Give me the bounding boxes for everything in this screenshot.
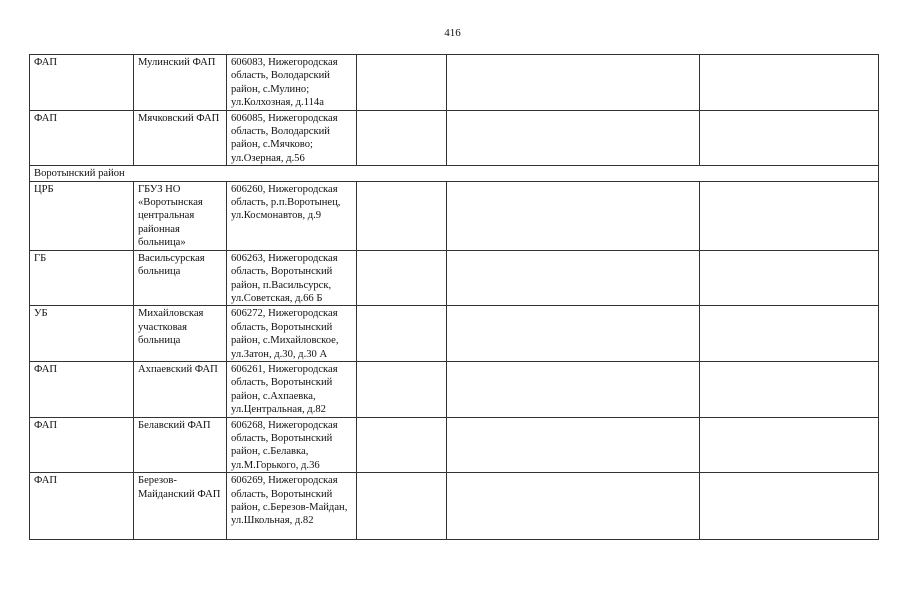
table-row xyxy=(30,473,879,540)
empty-cell xyxy=(357,55,447,111)
facility-name-cell: ГБУЗ НО «Воротынская центральная районная больница» xyxy=(134,181,227,250)
table-row xyxy=(30,110,879,166)
page-number: 416 xyxy=(444,27,461,39)
table-row xyxy=(30,55,879,111)
empty-cell xyxy=(700,55,879,111)
facility-address-cell: 606261, Нижегородская область, Воротынский район, с.Ахпаевка, ул.Центральная, д.82 xyxy=(227,361,357,417)
empty-cell xyxy=(447,306,700,362)
facility-name-cell: Васильсурская больница xyxy=(134,250,227,306)
empty-cell xyxy=(357,361,447,417)
facility-table xyxy=(29,54,879,540)
empty-cell xyxy=(700,473,879,540)
empty-cell xyxy=(357,473,447,540)
empty-cell xyxy=(447,361,700,417)
facility-address-cell: 606083, Нижегородская область, Володарский район, с.Мулино; ул.Колхозная, д.114а xyxy=(227,55,357,111)
district-heading: Воротынский район xyxy=(30,166,879,181)
empty-cell xyxy=(700,306,879,362)
empty-cell xyxy=(700,250,879,306)
empty-cell xyxy=(447,417,700,473)
facility-name-cell: Мячковский ФАП xyxy=(134,110,227,166)
empty-cell xyxy=(357,250,447,306)
table-row xyxy=(30,306,879,362)
facility-type-cell: ФАП xyxy=(30,361,134,417)
facility-name-cell: Михайловская участковая больница xyxy=(134,306,227,362)
facility-type-cell: ФАП xyxy=(30,55,134,111)
empty-cell xyxy=(357,417,447,473)
facility-type-cell: УБ xyxy=(30,306,134,362)
table-row xyxy=(30,250,879,306)
facility-name-cell: Березов-Майданский ФАП xyxy=(134,473,227,540)
table-row xyxy=(30,417,879,473)
facility-type-cell: ГБ xyxy=(30,250,134,306)
table-row xyxy=(30,361,879,417)
facility-address-cell: 606263, Нижегородская область, Воротынский район, п.Васильсурск, ул.Советская, д.66 Б xyxy=(227,250,357,306)
facility-address-cell: 606268, Нижегородская область, Воротынский район, с.Белавка, ул.М.Горького, д.36 xyxy=(227,417,357,473)
empty-cell xyxy=(700,110,879,166)
empty-cell xyxy=(447,110,700,166)
table-row xyxy=(30,181,879,250)
empty-cell xyxy=(357,110,447,166)
district-row xyxy=(30,166,879,181)
empty-cell xyxy=(447,473,700,540)
facility-name-cell: Ахпаевский ФАП xyxy=(134,361,227,417)
facility-address-cell: 606272, Нижегородская область, Воротынский район, с.Михайловское, ул.Затон, д.30, д.30 А xyxy=(227,306,357,362)
facility-name-cell: Мулинский ФАП xyxy=(134,55,227,111)
empty-cell xyxy=(447,250,700,306)
facility-address-cell: 606269, Нижегородская область, Воротынский район, с.Березов-Майдан, ул.Школьная, д.82 xyxy=(227,473,357,540)
empty-cell xyxy=(447,181,700,250)
empty-cell xyxy=(700,181,879,250)
facility-address-cell: 606260, Нижегородская область, р.п.Воротынец, ул.Космонавтов, д.9 xyxy=(227,181,357,250)
empty-cell xyxy=(357,306,447,362)
facility-name-cell: Белавский ФАП xyxy=(134,417,227,473)
facility-type-cell: ФАП xyxy=(30,473,134,540)
facility-address-cell: 606085, Нижегородская область, Володарский район, с.Мячково; ул.Озерная, д.56 xyxy=(227,110,357,166)
facility-type-cell: ЦРБ xyxy=(30,181,134,250)
empty-cell xyxy=(447,55,700,111)
facility-type-cell: ФАП xyxy=(30,110,134,166)
empty-cell xyxy=(357,181,447,250)
empty-cell xyxy=(700,361,879,417)
empty-cell xyxy=(700,417,879,473)
facility-type-cell: ФАП xyxy=(30,417,134,473)
